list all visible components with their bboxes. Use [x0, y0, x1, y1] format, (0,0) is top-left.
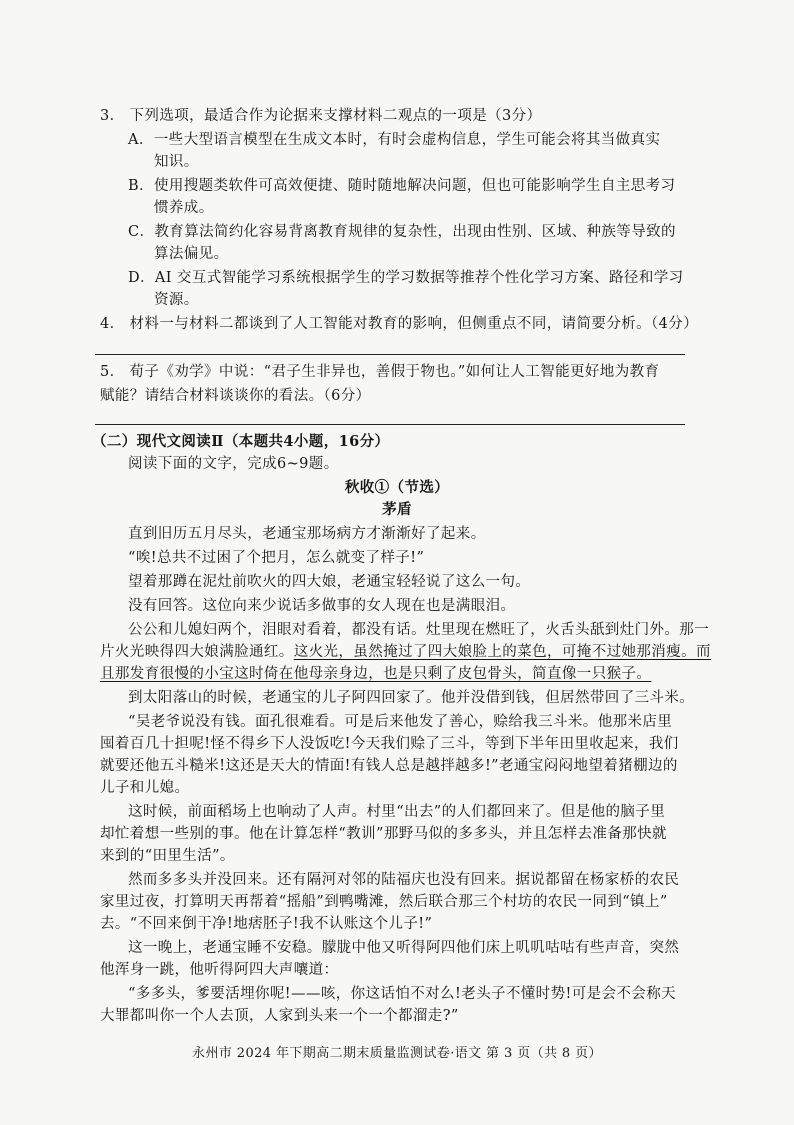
- option-c-line2: 算法偏见。: [154, 246, 229, 262]
- story-paragraph: 却忙着想一些别的事。他在计算怎样“教训”那野马似的多多头，并且怎样去准备那快就: [100, 826, 667, 842]
- question-3-stem: 3． 下列选项，最适合作为论据来支撑材料二观点的一项是（3分）: [100, 108, 542, 124]
- option-b-line2: 惯养成。: [154, 200, 214, 216]
- story-paragraph: 囤着百几十担呢!怪不得乡下人没饭吃!今天我们赊了三斗，等到下半年田里收起来，我们: [100, 736, 679, 752]
- story-paragraph: “吴老爷说没有钱。面孔很难看。可是后来他发了善心，赊给我三斗米。他那米店里: [128, 714, 673, 730]
- underlined-passage: 这火光，虽然掩过了四大娘脸上的菜色，可掩不过她那消瘦。而: [293, 644, 711, 660]
- story-paragraph: 这一晚上，老通宝睡不安稳。朦胧中他又听得阿四他们床上叽叽咕咕有些声音，突然: [128, 940, 680, 956]
- story-author: 茅盾: [382, 501, 412, 518]
- story-paragraph: 望着那蹲在泥灶前吹火的四大娘，老通宝轻轻说了这么一句。: [128, 574, 531, 590]
- story-paragraph: 来到的“田里生活”。: [100, 848, 235, 864]
- story-paragraph: 去。“不回来倒干净!地痞胚子!我不认账这个儿子!”: [100, 916, 433, 932]
- option-d-line1: D．AI 交互式智能学习系统根据学生的学习数据等推荐个性化学习方案、路径和学习: [128, 270, 684, 286]
- story-paragraph: 公公和儿媳妇两个，泪眼对看着，都没有话。灶里现在燃旺了，火舌头舐到灶门外。那一: [128, 622, 710, 638]
- story-paragraph: 这时候，前面稻场上也响动了人声。村里“出去”的人们都回来了。但是他的脑子里: [128, 804, 666, 820]
- story-paragraph: “唉!总共不过困了个把月，怎么就变了样子!”: [128, 550, 425, 566]
- answer-rule-5: [95, 424, 685, 425]
- story-paragraph: 就要还他五斗糙米!这还是天大的情面!有钱人总是越拌越多!”老通宝闷闷地望着猪棚边的: [100, 758, 678, 774]
- answer-rule-4: [95, 354, 685, 355]
- story-text: 片火光映得四大娘满脸通红。: [100, 644, 294, 660]
- option-c-line1: C．教育算法简约化容易背离教育规律的复杂性，出现由性别、区域、种族等导致的: [128, 224, 676, 240]
- story-paragraph: “多多头，爹要活埋你呢!——咳，你这话怕不对么!老头子不懂时势!可是会不会称天: [128, 986, 676, 1002]
- story-paragraph-underlined: [100, 664, 651, 684]
- option-a-line1: A．一些大型语言模型在生成文本时，有时会虚构信息，学生可能会将其当做真实: [128, 132, 661, 148]
- story-paragraph: 没有回答。这位向来少说话多做事的女人现在也是满眼泪。: [128, 598, 516, 614]
- story-title: 秋收①（节选）: [344, 479, 450, 496]
- story-paragraph: 大罪都叫你一个人去顶，人家到头来一个一个都溜走?”: [100, 1008, 459, 1024]
- question-5-line1: 5． 荀子《劝学》中说：“君子生非异也，善假于物也。”如何让人工智能更好地为教育: [100, 364, 660, 380]
- story-paragraph: 然而多多头并没回来。还有隔河对邻的陆福庆也没有回来。据说都留在杨家桥的农民: [128, 872, 680, 888]
- section-heading: （二）现代文阅读Ⅱ（本题共4小题，16分）: [92, 433, 390, 450]
- question-5-line2: 赋能？请结合材料谈谈你的看法。（6分）: [100, 388, 371, 404]
- story-paragraph: 到太阳落山的时候，老通宝的儿子阿四回家了。他并没借到钱，但居然带回了三斗米。: [128, 690, 695, 706]
- story-paragraph: 儿子和儿媳。: [100, 780, 190, 796]
- question-4: 4． 材料一与材料二都谈到了人工智能对教育的影响，但侧重点不同，请简要分析。（4分）: [100, 316, 699, 332]
- option-d-line2: 资源。: [154, 292, 199, 308]
- option-b-line1: B．使用搜题类软件可高效便捷、随时随地解决问题，但也可能影响学生自主思考习: [128, 178, 676, 194]
- story-paragraph: 家里过夜，打算明天再帮着“摇船”到鸭嘴滩，然后联合那三个村坊的农民一同到“镇上”: [100, 894, 668, 910]
- section-instruction: 阅读下面的文字，完成6~9题。: [128, 456, 339, 472]
- story-paragraph: 直到旧历五月尽头，老通宝那场病方才渐渐好了起来。: [128, 526, 486, 542]
- page-footer: 永州市 2024 年下期高二期末质量监测试卷·语文 第 3 页（共 8 页）: [192, 1046, 602, 1061]
- underlined-passage: 且那发育很慢的小宝这时倚在他母亲身边，也是只剩了皮包骨头，简直像一只猴子。: [100, 666, 652, 682]
- story-paragraph: 他浑身一跳，他听得阿四大声嚷道：: [100, 962, 339, 978]
- option-a-line2: 知识。: [154, 154, 199, 170]
- story-paragraph-underlined: [100, 642, 711, 662]
